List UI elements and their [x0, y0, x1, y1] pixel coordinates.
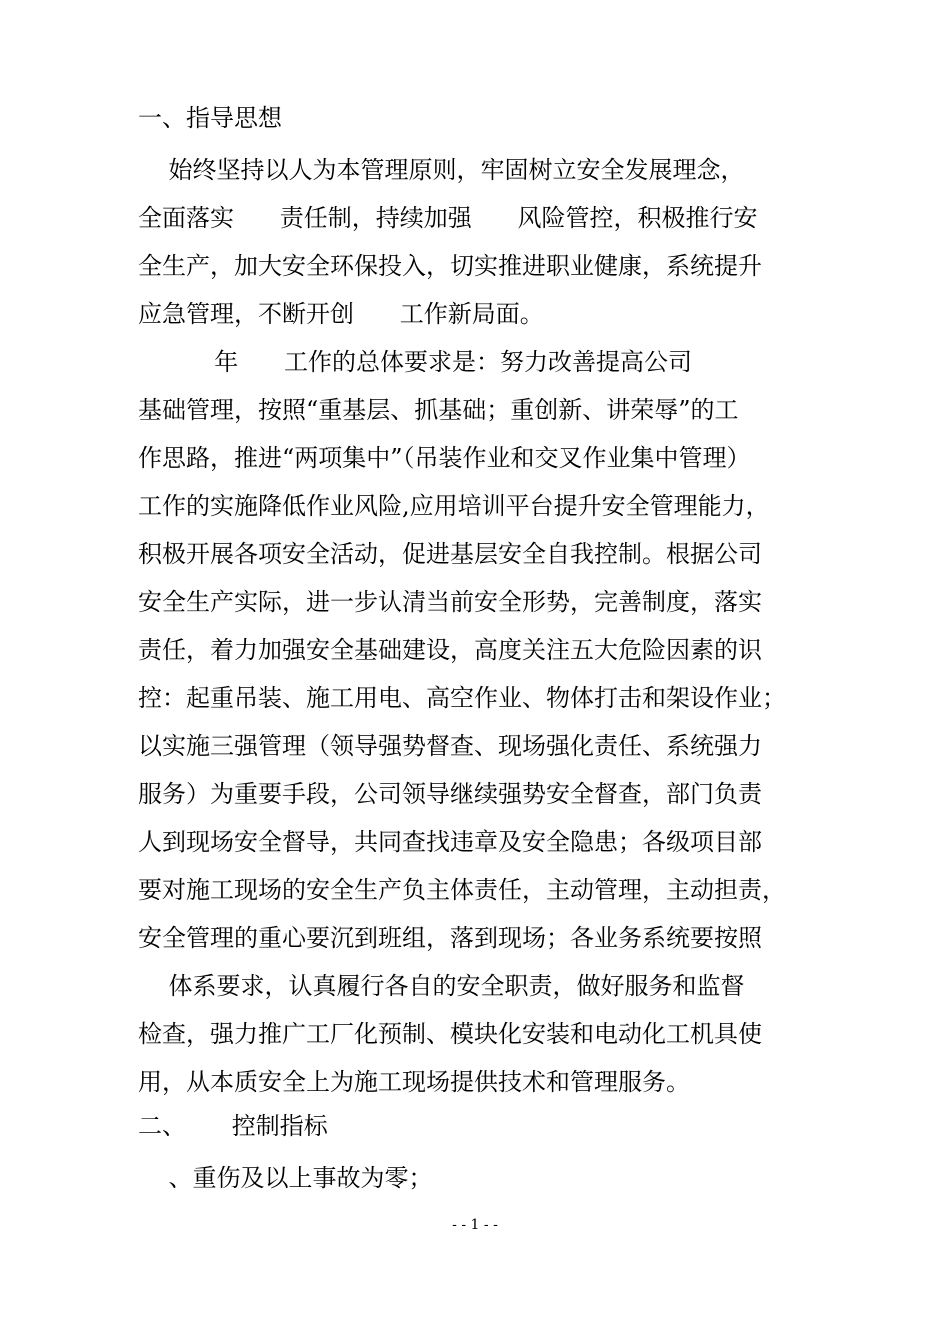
paragraph-line: 用，从本质安全上为施工现场提供技术和管理服务。 — [138, 1068, 690, 1096]
paragraph-line: 服务）为重要手段，公司领导继续强势安全督查，部门负责 — [138, 780, 762, 808]
paragraph-line: 应急管理，不断开创 工作新局面。 — [138, 300, 544, 328]
paragraph-line: 全生产，加大安全环保投入，切实推进职业健康，系统提升 — [138, 252, 762, 280]
paragraph-line: 责任，着力加强安全基础建设，高度关注五大危险因素的识 — [138, 636, 762, 664]
paragraph-line: 基础管理，按照“重基层、抓基础；重创新、讲荣辱”的工 — [138, 396, 739, 424]
paragraph-line: 要对施工现场的安全生产负主体责任，主动管理，主动担责， — [138, 876, 786, 904]
paragraph-line: 人到现场安全督导，共同查找违章及安全隐患；各级项目部 — [138, 828, 762, 856]
paragraph-line: 作思路，推进“两项集中”（吊装作业和交叉作业集中管理） — [138, 444, 751, 472]
paragraph-line: 安全管理的重心要沉到班组，落到现场；各业务系统要按照 — [138, 924, 762, 952]
page-number: - - 1 - - — [452, 1217, 498, 1233]
paragraph-line: 以实施三强管理（领导强势督查、现场强化责任、系统强力 — [138, 732, 762, 760]
paragraph-line: 年 工作的总体要求是：努力改善提高公司 — [138, 348, 693, 376]
section-heading-guiding-ideology: 一、指导思想 — [138, 104, 282, 132]
section-heading-control-indicators: 二、 控制指标 — [138, 1112, 328, 1140]
paragraph-line: 始终坚持以人为本管理原则，牢固树立安全发展理念， — [138, 156, 745, 184]
paragraph-line: 工作的实施降低作业风险,应用培训平台提升安全管理能力， — [138, 492, 770, 520]
paragraph-line: 检查，强力推广工厂化预制、模块化安装和电动化工机具使 — [138, 1020, 762, 1048]
list-item: 、重伤及以上事故为零； — [138, 1164, 433, 1192]
paragraph-line: 控：起重吊装、施工用电、高空作业、物体打击和架设作业； — [138, 684, 786, 712]
paragraph-line: 全面落实 责任制，持续加强 风险管控，积极推行安 — [138, 204, 758, 232]
paragraph-line: 积极开展各项安全活动，促进基层安全自我控制。根据公司 — [138, 540, 762, 568]
paragraph-line: 安全生产实际，进一步认清当前安全形势，完善制度，落实 — [138, 588, 762, 616]
paragraph-line: 体系要求，认真履行各自的安全职责，做好服务和监督 — [138, 972, 745, 1000]
